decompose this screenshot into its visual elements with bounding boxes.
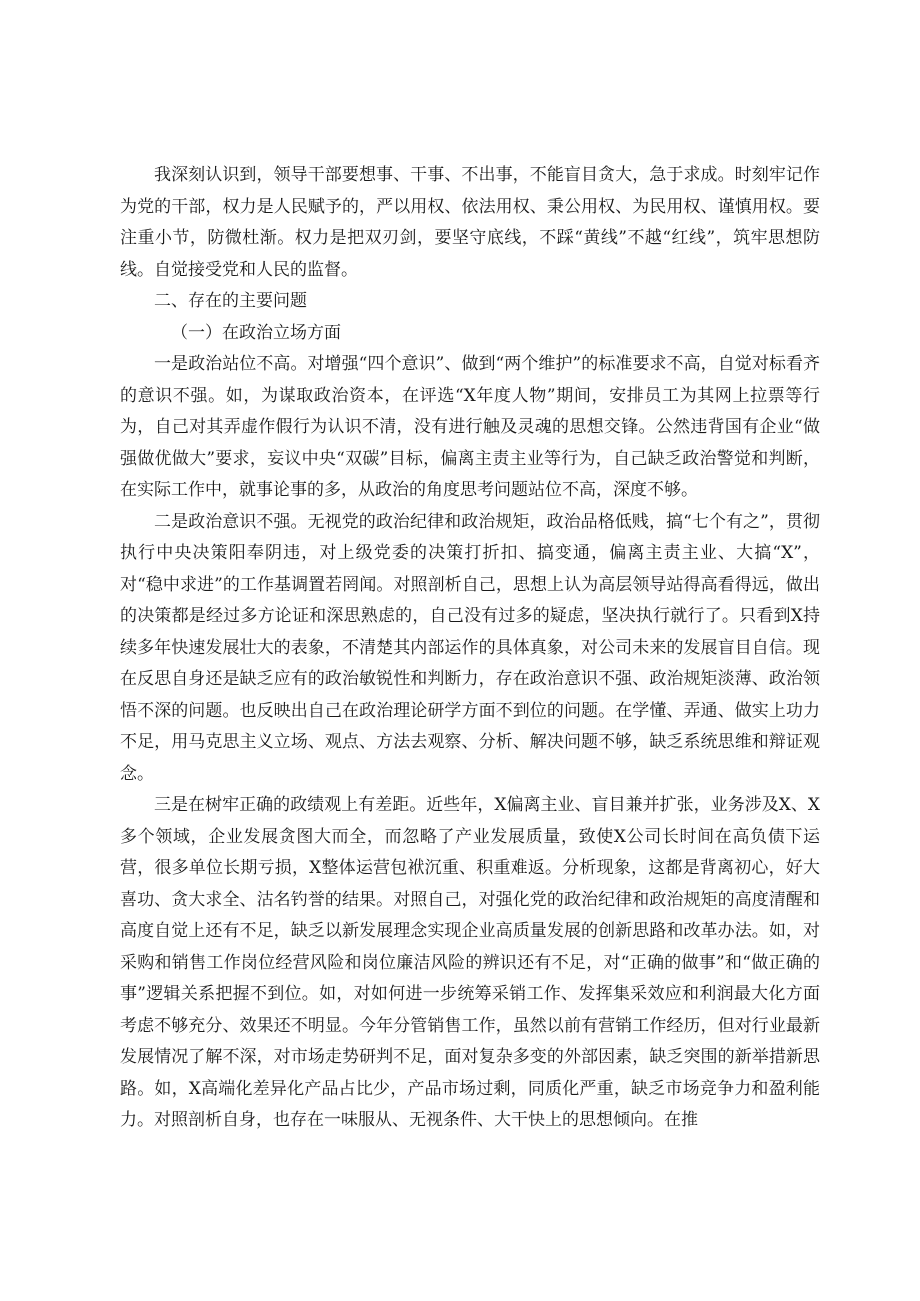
- subsection-heading: （一）在政治立场方面: [171, 322, 341, 343]
- paragraph-point-3: 三是在树牢正确的政绩观上有差距。近些年，X偏离主业、盲目兼并扩张，业务涉及X、X多个领域，企业发展贪图大而全，而忽略了产业发展质量，致使X公司长时间在高负债下运营，很多单位长期亏损，X整体运营包袱沉重、积重难返。分析现象，这都是背离初心，好大喜功、贪大求全、沽名钓誉的结果。对照自己，对强化党的政治纪律和政治规矩的高度清醒和高度自觉上还有不足，缺乏以新发展理念实现企业高质量发展的创新思路和改革办法。如，对采购和销售工作岗位经营风险和岗位廉洁风险的辨识还有不足，对“正确的做事”和“做正确的事”逻辑关系把握不到位。如，对如何进一步统筹采销工作、发挥集采效应和利润最大化方面考虑不够充分、效果还不明显。今年分管销售工作，虽然以前有营销工作经历，但对行业最新发展情况了解不深，对市场走势研判不足，面对复杂多变的外部因素，缺乏突围的新举措新思路。如，X高端化差异化产品占比少，产品市场过剩，同质化严重，缺乏市场竞争力和盈利能力。对照剖析自身，也存在一味服从、无视条件、大干快上的思想倾向。在推: [120, 795, 820, 1130]
- paragraph-intro: 我深刻认识到，领导干部要想事、干事、不出事，不能盲目贪大，急于求成。时刻牢记作为党的干部，权力是人民赋予的，严以用权、依法用权、秉公用权、为民用权、谨慎用权。要注重小节，防微杜渐。权力是把双刃剑，要坚守底线，不踩“黄线”不越“红线”，筑牢思想防线。自觉接受党和人民的监督。: [120, 165, 820, 280]
- section-heading: 二、存在的主要问题: [154, 291, 307, 311]
- paragraph-point-1: 一是政治站位不高。对增强“四个意识”、做到“两个维护”的标准要求不高，自觉对标看齐的意识不强。如，为谋取政治资本，在评选“X年度人物”期间，安排员工为其网上拉票等行为，自己对其弄虚作假行为认识不清，没有进行触及灵魂的思想交锋。公然违背国有企业“做强做优做大”要求，妄议中央“双碳”目标，偏离主责主业等行为，自己缺乏政治警觉和判断，在实际工作中，就事论事的多，从政治的角度思考问题站位不高，深度不够。: [120, 354, 820, 500]
- document-body: [120, 160, 820, 1137]
- paragraph-point-2: 二是政治意识不强。无视党的政治纪律和政治规矩，政治品格低贱，搞“七个有之”，贯彻执行中央决策阳奉阴违，对上级党委的决策打折扣、搞变通，偏离主责主业、大搞“X”，对“稳中求进”的工作基调置若罔闻。对照剖析自己，思想上认为高层领导站得高看得远，做出的决策都是经过多方论证和深思熟虑的，自己没有过多的疑虑，坚决执行就行了。只看到X持续多年快速发展壮大的表象，不清楚其内部运作的具体真象，对公司未来的发展盲目自信。现在反思自身还是缺乏应有的政治敏锐性和判断力，存在政治意识不强、政治规矩淡薄、政治领悟不深的问题。也反映出自己在政治理论研学方面不到位的问题。在学懂、弄通、做实上功力不足，用马克思主义立场、观点、方法去观察、分析、解决问题不够，缺乏系统思维和辩证观念。: [120, 511, 820, 784]
